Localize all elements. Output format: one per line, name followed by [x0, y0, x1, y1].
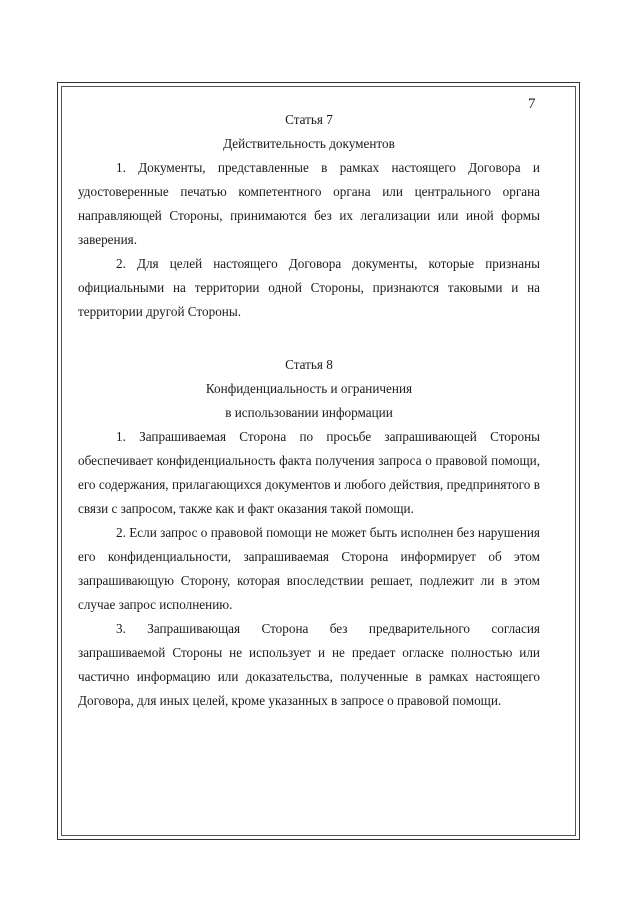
- article-8-paragraph-2: 2. Если запрос о правовой помощи не может быть исполнен без нарушения его конфиденциальности, запрашиваемая Сторона информирует об этом запрашивающую Сторону, которая впоследствии решает, подлежит ли в этом случае запрос исполнению.: [78, 525, 540, 612]
- section-spacer: [78, 324, 540, 353]
- article-7: [78, 108, 540, 324]
- article-8: [78, 353, 540, 713]
- page-number: 7: [528, 96, 536, 112]
- article-8-title: Статья 8: [285, 357, 333, 372]
- article-8-paragraph-3: 3. Запрашивающая Сторона без предварительного согласия запрашиваемой Стороны не использует и не предает огласке полностью или частично информацию или доказательства, полученные в рамках настоящего Договора, для иных целей, кроме указанных в запросе о правовой помощи.: [78, 621, 540, 708]
- article-7-paragraph-1: 1. Документы, представленные в рамках настоящего Договора и удостоверенные печатью компетентного органа или центрального органа направляющей Стороны, принимаются без их легализации или иной формы заверения.: [78, 160, 540, 247]
- article-8-subtitle-line-1: Конфиденциальность и ограничения: [205, 381, 413, 396]
- article-7-paragraph-2: 2. Для целей настоящего Договора документы, которые признаны официальными на территории одной Стороны, признаются таковыми и на территории другой Стороны.: [78, 256, 540, 319]
- article-8-subtitle-line-2: в использовании информации: [225, 405, 393, 420]
- article-7-subtitle: Действительность документов: [223, 136, 395, 151]
- article-7-title: Статья 7: [285, 112, 333, 127]
- article-8-paragraph-1: 1. Запрашиваемая Сторона по просьбе запрашивающей Стороны обеспечивает конфиденциальность факта получения запроса о правовой помощи, его содержания, прилагающихся документов и любого действия, предпринятого в связи с запросом, также как и факт оказания такой помощи.: [78, 429, 540, 516]
- document-body: [78, 108, 540, 713]
